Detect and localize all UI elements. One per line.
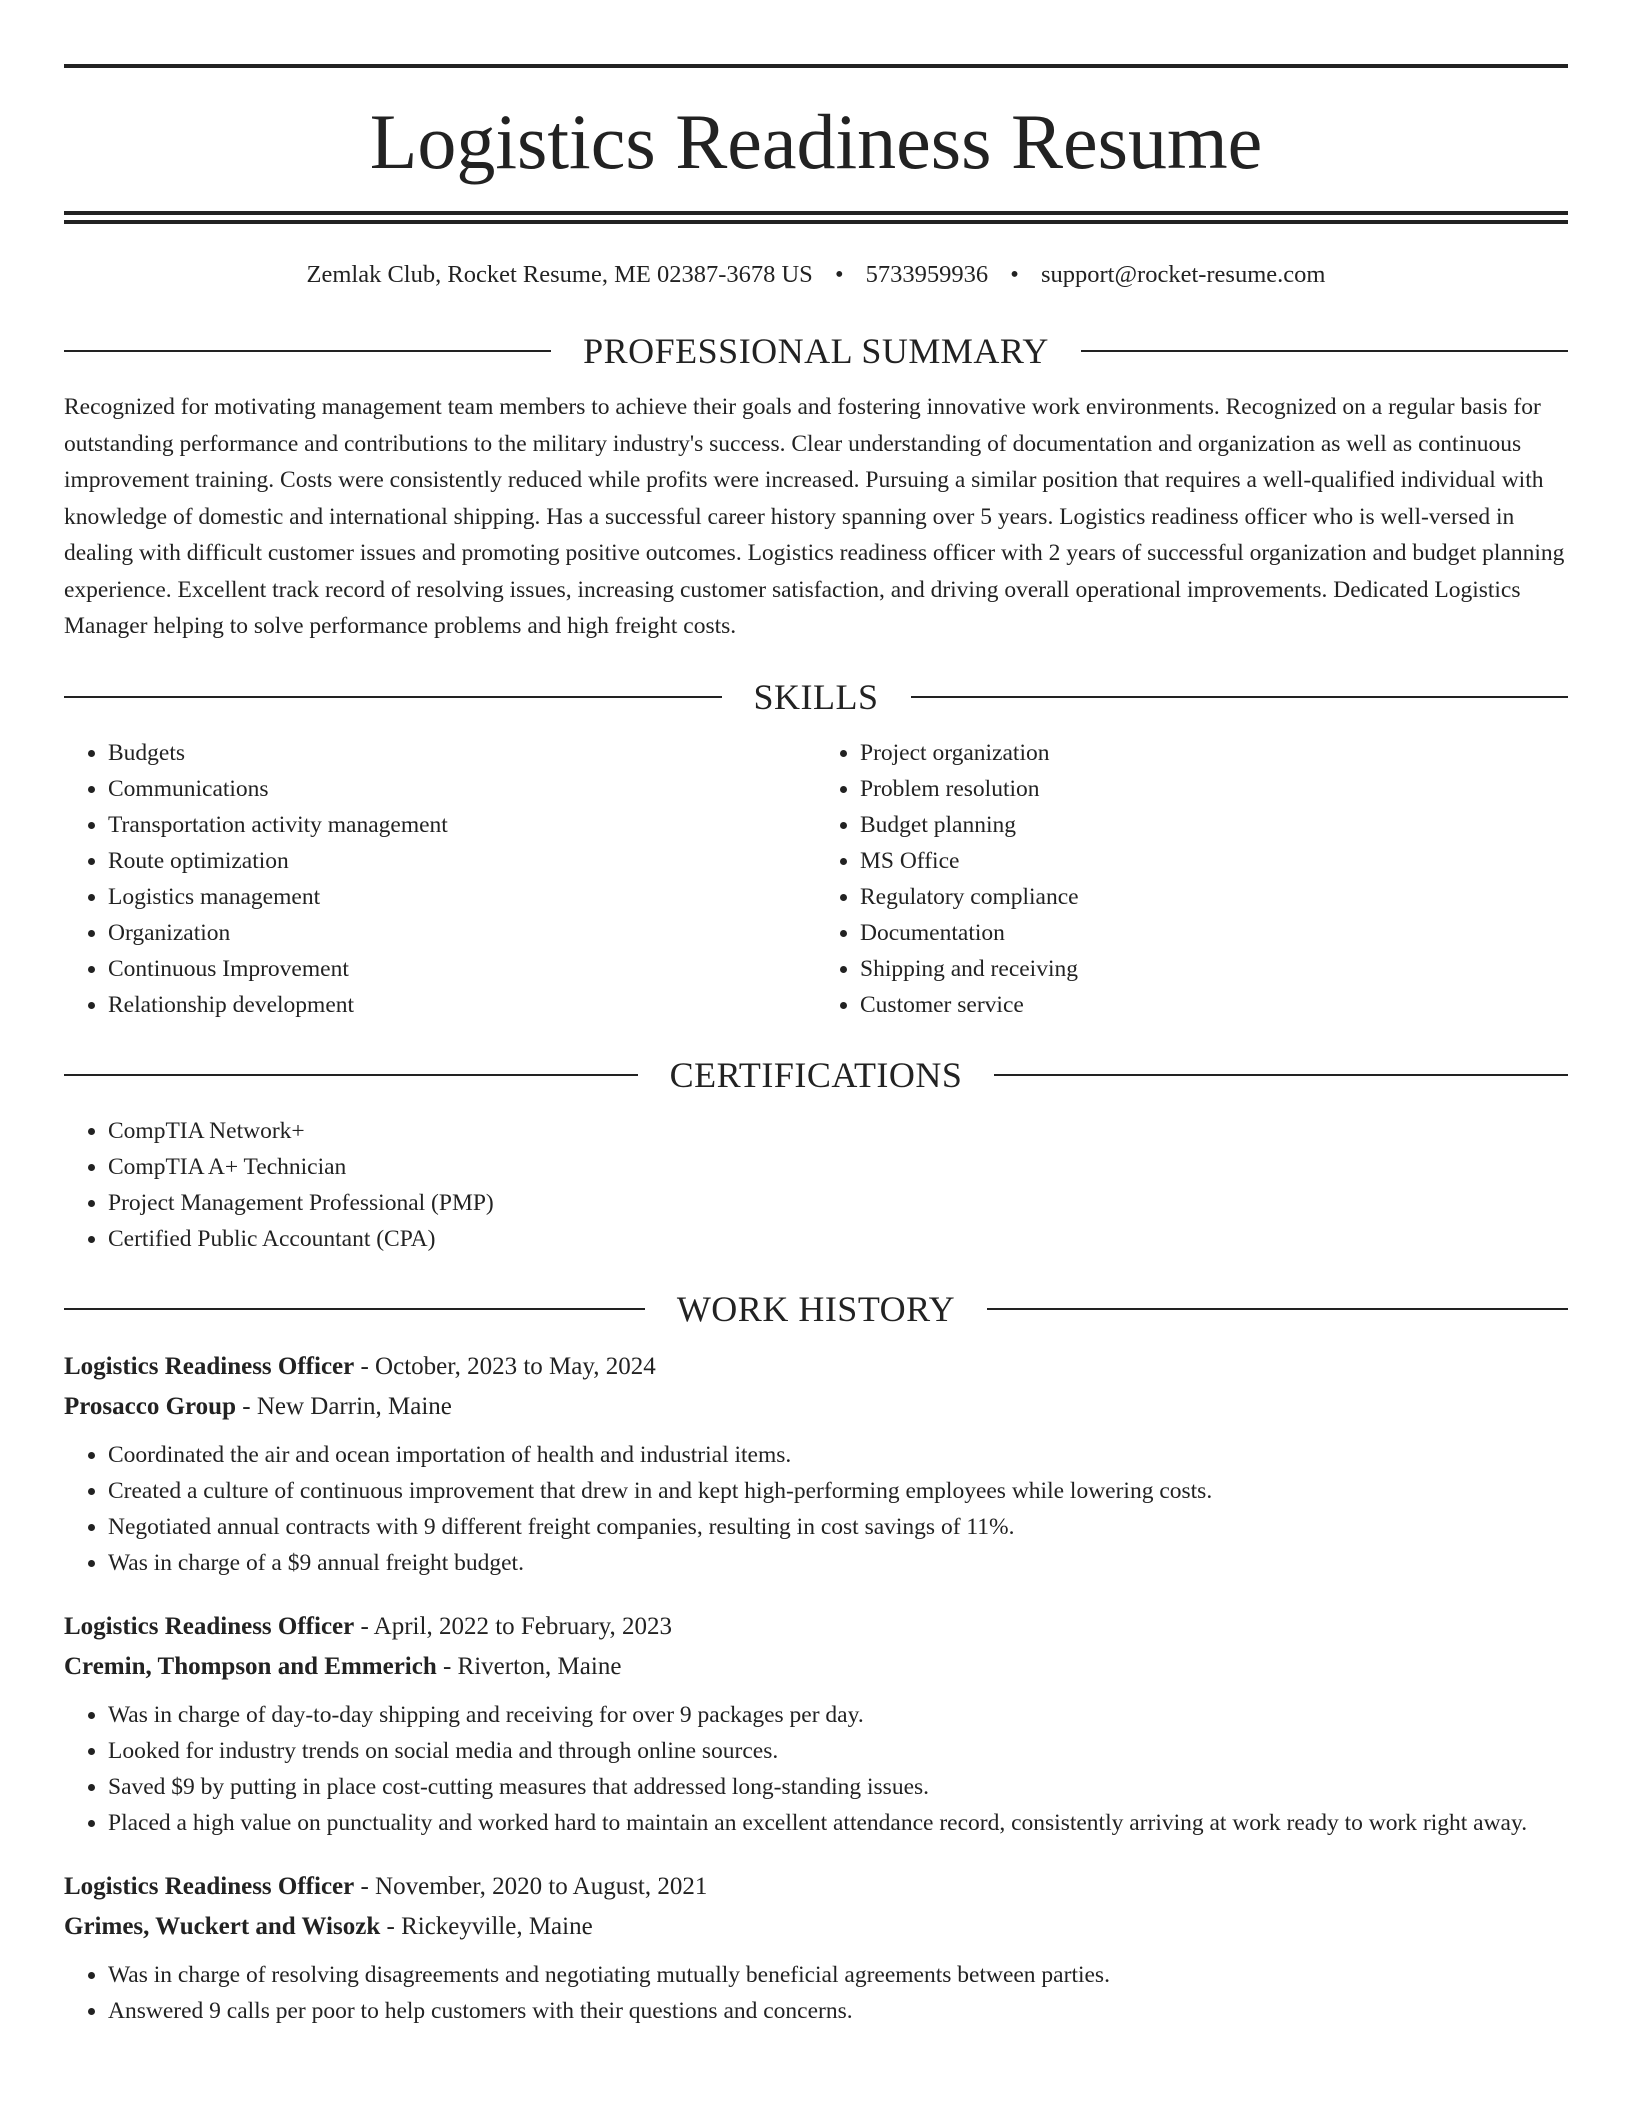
skill-item: • Budget planning: [860, 807, 1568, 843]
job-company: Grimes, Wuckert and Wisozk: [64, 1912, 381, 1940]
heading-rule-left: [64, 1308, 645, 1310]
job-bullet: • Coordinated the air and ocean importation of health and industrial items.: [108, 1437, 1568, 1473]
contact-phone: 5733959936: [865, 261, 989, 288]
job-bullets: [64, 1437, 1568, 1581]
skill-item: • Documentation: [860, 915, 1568, 951]
job-title-line: [64, 1867, 1568, 1907]
skills-heading-row: [64, 676, 1568, 717]
certification-item: • CompTIA Network+: [108, 1113, 1568, 1149]
job-title: Logistics Readiness Officer: [64, 1872, 355, 1900]
job-bullet: • Was in charge of a $9 annual freight budget.: [108, 1545, 1568, 1581]
skill-item: • Project organization: [860, 735, 1568, 771]
job-entry: [64, 1867, 1568, 2029]
certification-item: • Project Management Professional (PMP): [108, 1185, 1568, 1221]
skill-item: • Relationship development: [108, 987, 816, 1023]
certifications-list: [64, 1113, 1568, 1257]
skill-item: • Logistics management: [108, 879, 816, 915]
job-dates: - April, 2022 to February, 2023: [354, 1612, 673, 1640]
job-entry: [64, 1347, 1568, 1581]
heading-rule-left: [64, 350, 551, 352]
job-bullet: • Was in charge of resolving disagreements and negotiating mutually beneficial agreements between parties.: [108, 1957, 1568, 1993]
contact-separator: •: [1010, 261, 1019, 288]
summary-heading: PROFESSIONAL SUMMARY: [583, 331, 1049, 372]
job-bullet: • Placed a high value on punctuality and worked hard to maintain an excellent attendance record, consistently arriving at work ready to work right away.: [108, 1805, 1568, 1841]
job-location: - Rickeyville, Maine: [380, 1912, 593, 1940]
job-location: - Riverton, Maine: [436, 1652, 622, 1680]
title-rule-lower: [64, 220, 1568, 224]
skill-item: • Organization: [108, 915, 816, 951]
certification-item: • Certified Public Accountant (CPA): [108, 1221, 1568, 1257]
job-bullet: • Looked for industry trends on social media and through online sources.: [108, 1733, 1568, 1769]
heading-rule-left: [64, 696, 722, 698]
job-company-line: [64, 1387, 1568, 1427]
work-heading: WORK HISTORY: [676, 1288, 956, 1329]
contact-line: [64, 260, 1568, 289]
skills-list-left: [64, 735, 816, 1023]
job-dates: - November, 2020 to August, 2021: [354, 1872, 708, 1900]
summary-heading-row: [64, 331, 1568, 372]
job-bullet: • Was in charge of day-to-day shipping and receiving for over 9 packages per day.: [108, 1697, 1568, 1733]
heading-rule-right: [994, 1074, 1568, 1076]
certifications-heading: CERTIFICATIONS: [669, 1054, 963, 1095]
job-title-line: [64, 1347, 1568, 1387]
skill-item: • Continuous Improvement: [108, 951, 816, 987]
skill-item: • Shipping and receiving: [860, 951, 1568, 987]
job-bullets: [64, 1697, 1568, 1841]
heading-rule-right: [987, 1308, 1568, 1310]
resume-title: Logistics Readiness Resume: [369, 98, 1263, 185]
job-company-line: [64, 1647, 1568, 1687]
heading-rule-right: [1081, 350, 1568, 352]
job-entry: [64, 1607, 1568, 1841]
title-rule-upper: [64, 211, 1568, 215]
skill-item: • Communications: [108, 771, 816, 807]
job-bullets: [64, 1957, 1568, 2029]
job-company: Cremin, Thompson and Emmerich: [64, 1652, 437, 1680]
skill-item: • MS Office: [860, 843, 1568, 879]
job-title: Logistics Readiness Officer: [64, 1352, 355, 1380]
job-bullet: • Created a culture of continuous improvement that drew in and kept high-performing employees while lowering costs.: [108, 1473, 1568, 1509]
job-company: Prosacco Group: [64, 1392, 236, 1420]
job-title-line: [64, 1607, 1568, 1647]
job-company-line: [64, 1907, 1568, 1947]
contact-separator: •: [834, 261, 844, 288]
job-bullet: • Answered 9 calls per poor to help customers with their questions and concerns.: [108, 1993, 1568, 2029]
work-heading-row: [64, 1288, 1568, 1329]
skills-heading: SKILLS: [753, 676, 879, 717]
job-dates: - October, 2023 to May, 2024: [354, 1352, 656, 1380]
job-title: Logistics Readiness Officer: [64, 1612, 355, 1640]
summary-text: Recognized for motivating management team members to achieve their goals and fostering innovative work environments. Recognized on a regular basis for outstanding performance and contributions to the military industry's success. Clear understanding of documentation and organization as well as continuous improvement training. Costs were consistently reduced while profits were increased. Pursuing a similar position that requires a well-qualified individual with knowledge of domestic and international shipping. Has a successful career history spanning over 5 years. Logistics readiness officer who is well-versed in dealing with difficult customer issues and promoting positive outcomes. Logistics readiness officer with 2 years of successful organization and budget planning experience. Excellent track record of resolving issues, increasing customer satisfaction, and driving overall operational improvements. Dedicated Logistics Manager helping to solve performance problems and high freight costs.: [64, 394, 1565, 640]
heading-rule-left: [64, 1074, 638, 1076]
skills-columns: [64, 735, 1568, 1023]
heading-rule-right: [911, 696, 1569, 698]
work-history-list: [64, 1347, 1568, 2029]
job-location: - New Darrin, Maine: [236, 1392, 452, 1420]
contact-email: support@rocket-resume.com: [1040, 261, 1326, 288]
job-bullet: • Saved $9 by putting in place cost-cutting measures that addressed long-standing issues.: [108, 1769, 1568, 1805]
resume-page: [64, 64, 1568, 2055]
contact-address: Zemlak Club, Rocket Resume, ME 02387-3678 US: [306, 261, 813, 288]
skill-item: • Customer service: [860, 987, 1568, 1023]
skill-item: • Transportation activity management: [108, 807, 816, 843]
skill-item: • Budgets: [108, 735, 816, 771]
skill-item: • Route optimization: [108, 843, 816, 879]
certifications-heading-row: [64, 1054, 1568, 1095]
job-bullet: • Negotiated annual contracts with 9 different freight companies, resulting in cost savings of 11%.: [108, 1509, 1568, 1545]
certification-item: • CompTIA A+ Technician: [108, 1149, 1568, 1185]
skill-item: • Regulatory compliance: [860, 879, 1568, 915]
skills-list-right: [816, 735, 1568, 1023]
skill-item: • Problem resolution: [860, 771, 1568, 807]
